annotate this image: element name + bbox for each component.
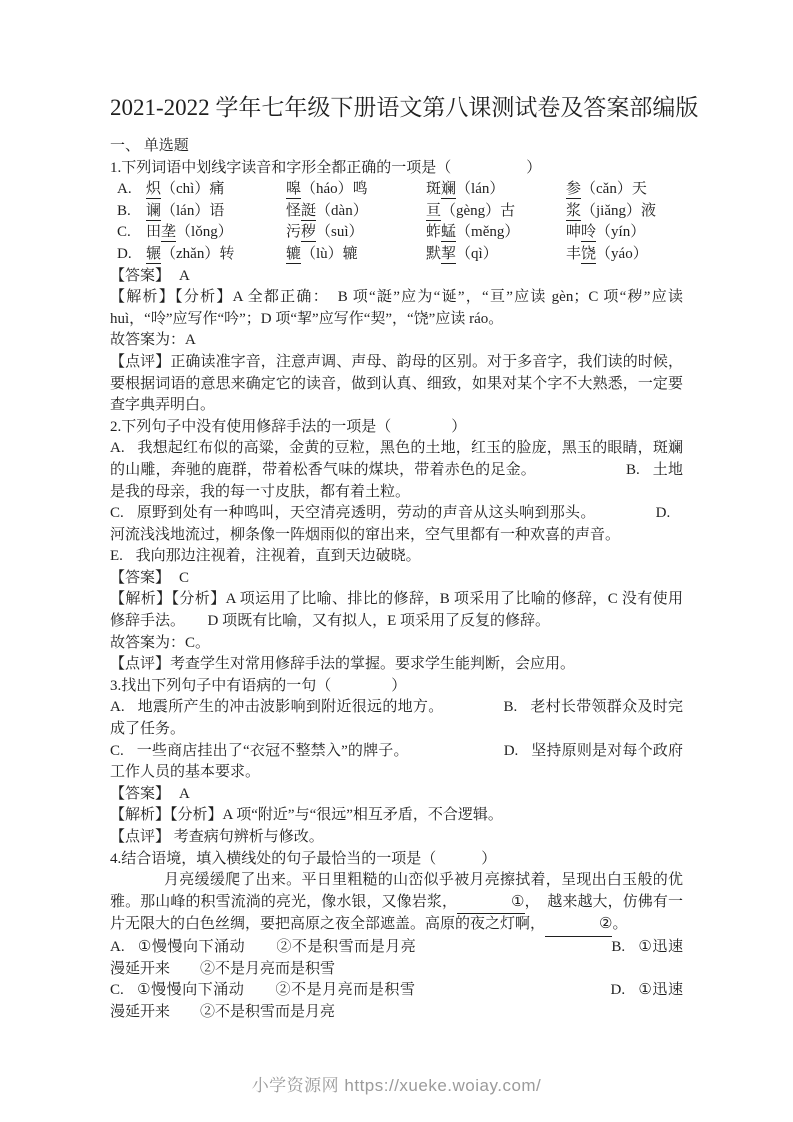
word-pre: 默: [426, 245, 442, 262]
q3-analysis: 【解析】【分析】A 项“附近”与“很远”相互矛盾，不合逻辑。: [110, 807, 503, 824]
word-underlined: 誔: [301, 202, 317, 219]
q2-analysis: 【解析】【分析】A 项运用了比喻、排比的修辞，B 项采用了比喻的修辞，C 没有使用修辞手法。 D 项既有比喻，又有拟人，E 项采用了反复的修辞。: [110, 591, 683, 630]
word-underlined: 呤: [581, 224, 597, 241]
q1-option-row-b: [117, 201, 683, 223]
footer-site-link: 小学资源网 https://xueke.woiay.com/: [251, 1076, 542, 1095]
word-item: [426, 179, 566, 201]
word-post: （lán）语: [161, 202, 225, 219]
word-item: [566, 244, 648, 266]
q4-option-d-label: D.: [610, 982, 626, 999]
q3-stem: 3.找出下列句子中有语病的一句（ ）: [110, 677, 407, 694]
q4-intro-text-1: 月亮缓缓爬了出来。平日里粗糙的山峦似乎被月亮擦拭着，呈现出白玉般的优雅。那山峰的积雪流淌的亮光，像水银，又像岩浆，: [110, 872, 683, 910]
q4-stem: 4.结合语境，填入横线处的句子最恰当的一项是（ ）: [110, 850, 497, 867]
answer-value: A: [179, 267, 190, 284]
word-underlined: 谰: [146, 202, 162, 219]
q4-option-c-label: C.: [110, 982, 124, 999]
option-label: A.: [117, 181, 132, 198]
word-underlined: 垄: [161, 224, 177, 241]
q2-option-b-text: 土地是我的母亲，我的每一寸皮肤，都有着土粒。: [110, 461, 683, 500]
word-post: （chì）痛: [161, 181, 225, 198]
q3-answer-line: [110, 784, 683, 806]
word-underlined: 饶: [581, 245, 597, 262]
blank-2: ②: [545, 914, 612, 937]
word-item: [146, 201, 286, 223]
doc-title: 2021-2022 学年七年级下册语文第八课测试卷及答案部编版: [110, 95, 699, 120]
q3-option-a-label: A.: [110, 699, 125, 716]
q2-option-e-label: E.: [110, 548, 123, 565]
q4-options-ab: [110, 937, 683, 980]
q1-analysis: 【解析】【分析】A 全都正确： B 项“誔”应为“诞”，“亘”应读 gèn；C 项“秽”应读 huì，“呤”应写作“吟”；D 项“挈”应写作“契”，“饶”应读 ráo。: [110, 289, 683, 327]
word-item: [566, 179, 647, 201]
word-post: （cǎn）天: [581, 181, 647, 198]
word-item: [426, 201, 566, 223]
word-item: [146, 244, 286, 266]
q2-options-ab: [110, 438, 683, 503]
q2-option-c-label: C.: [110, 505, 124, 522]
answer-label: 【答案】: [110, 267, 171, 284]
spacer: [596, 516, 656, 517]
word-underlined: 辗: [146, 245, 162, 262]
word-underlined: 秽: [301, 224, 317, 241]
word-item: [286, 244, 426, 266]
word-item: [146, 222, 286, 244]
q2-option-d-text: 河流浅浅地流过，柳条像一阵烟雨似的窜出来，空气里都有一种欢喜的声音。: [110, 526, 621, 543]
q1-option-row-a: [117, 179, 683, 201]
word-underlined: 挈: [441, 245, 457, 262]
word-underlined: 嗥: [286, 181, 302, 198]
q1-comment: 【点评】正确读准字音，注意声调、声母、韵母的区别。对于多音字，我们读的时候，要根据词语的意思来确定它的读音，做到认真、细致，如果对某个字不大熟悉，一定要查字典弄明白。: [110, 353, 683, 414]
blank-1: ①: [457, 892, 524, 915]
spacer: [409, 754, 504, 755]
q4-option-a-text: ①慢慢向下涌动 ②不是积雪而是月亮: [137, 938, 417, 955]
section-heading: 一、 单选题: [110, 138, 189, 154]
spacer: [536, 473, 626, 474]
word-item: [426, 244, 566, 266]
q3-options-ab: [110, 697, 683, 740]
word-item: [286, 179, 426, 201]
q1-option-row-d: [117, 244, 683, 266]
option-label: D.: [117, 245, 132, 262]
word-item: [566, 222, 645, 244]
q3-option-d-text: 坚持原则是对每个政府工作人员的基本要求。: [110, 742, 683, 781]
q2-option-a-label: A.: [110, 440, 125, 457]
word-post: （qì）: [456, 245, 498, 262]
spacer: [416, 993, 611, 994]
q3-option-c-label: C.: [110, 742, 124, 759]
q2-stem: 2.下列句子中没有使用修辞手法的一项是（ ）: [110, 418, 467, 435]
q1-answer-line: [110, 266, 683, 288]
word-item: [566, 201, 656, 223]
word-underlined: 浆: [566, 202, 582, 219]
word-pre: 污: [286, 224, 302, 241]
q2-option-a-text: 我想起红布似的高粱，金黄的豆粒，黑色的土地，红玉的脸庞，黑玉的眼睛，斑斓的山雕，奔驰的鹿群，带着松香气味的煤块，带着赤色的足金。: [110, 440, 683, 478]
q4-option-b-label: B.: [611, 938, 626, 955]
word-pre: 丰: [566, 245, 582, 262]
q4-option-d-text: ①迅速漫延开来 ②不是积雪而是月亮: [110, 982, 683, 1020]
word-post: （suì）: [316, 224, 364, 241]
q2-answer-line: [110, 568, 683, 590]
word-post: （lǒng）: [176, 224, 233, 241]
q3-comment: 【点评】 考查病句辨析与修改。: [110, 829, 324, 845]
q3-option-a-text: 地震所产生的冲击波影响到附近很远的地方。: [137, 699, 444, 716]
q2-option-c-text: 原野到处有一种鸣叫，天空清亮透明，劳动的声音从这头响到那头。: [136, 505, 596, 522]
q4-option-c-text: ①慢慢向下涌动 ②不是月亮而是积雪: [136, 982, 416, 999]
answer-label: 【答案】: [110, 785, 171, 802]
word-pre: 怪: [286, 202, 302, 219]
word-pre: 斑: [426, 181, 442, 198]
q1-stem: 1.下列词语中划线字读音和字形全都正确的一项是（ ）: [110, 159, 542, 176]
word-item: [286, 222, 426, 244]
word-underlined: 辘: [286, 245, 302, 262]
word-pre: 呻: [566, 224, 582, 241]
word-item: [286, 201, 426, 223]
word-underlined: 参: [566, 181, 582, 198]
word-pre: 田: [146, 224, 162, 241]
word-post: （yáo）: [596, 245, 648, 262]
q4-option-a-label: A.: [110, 938, 125, 955]
q2-comment: 【点评】考查学生对常用修辞手法的掌握。要求学生能判断，会应用。: [110, 656, 576, 673]
q1-option-row-c: [117, 222, 683, 244]
word-underlined: 斓: [441, 181, 457, 198]
q4-intro-text-end: 。: [612, 916, 628, 933]
q3-option-c-text: 一些商店挂出了“衣冠不整禁入”的牌子。: [136, 742, 409, 759]
q4-option-b-text: ①迅速漫延开来 ②不是月亮而是积雪: [110, 938, 683, 977]
word-item: [146, 179, 286, 201]
q2-option-e-text: 我向那边注视着，注视着，直到天边破晓。: [135, 548, 421, 565]
q3-option-b-label: B.: [503, 699, 518, 716]
word-underlined: 蜢: [441, 224, 457, 241]
word-post: （dàn）: [316, 202, 368, 219]
q1-conclusion: 故答案为：A: [110, 332, 196, 349]
q2-conclusion: 故答案为：C。: [110, 634, 211, 651]
word-underlined: 亘: [426, 202, 442, 219]
word-post: （gèng）古: [441, 202, 516, 219]
q4-options-cd: [110, 980, 683, 1023]
document-content: [110, 92, 699, 1023]
word-post: （jiǎng）液: [581, 202, 657, 219]
word-post: （lán）: [456, 181, 505, 198]
q2-option-d-label: D.: [655, 505, 671, 522]
word-item: [426, 222, 566, 244]
q4-intro: [110, 870, 683, 937]
word-post: （yín）: [596, 224, 646, 241]
q2-option-b-label: B.: [626, 461, 640, 478]
option-label: C.: [117, 224, 131, 241]
option-label: B.: [117, 202, 131, 219]
answer-value: C: [179, 569, 190, 586]
q3-options-cd: [110, 741, 683, 784]
word-pre: 蚱: [426, 224, 442, 241]
word-post: （zhǎn）转: [161, 245, 235, 262]
spacer: [444, 710, 504, 711]
answer-value: A: [179, 785, 190, 802]
word-post: （háo）鸣: [301, 181, 368, 198]
word-post: （lù）辘: [301, 245, 358, 262]
q2-options-cd: [110, 503, 683, 546]
q3-option-b-text: 老村长带领群众及时完成了任务。: [110, 699, 683, 738]
q4-intro-text-2: ， 越来越大，仿佛有一片无限大的白色丝绸，要把高原之夜全部遮盖。高原的夜之灯啊，: [110, 893, 683, 933]
q2-option-e: [110, 546, 683, 568]
spacer: [416, 950, 611, 951]
word-underlined: 炽: [146, 181, 162, 198]
word-post: （měng）: [456, 224, 520, 241]
answer-label: 【答案】: [110, 569, 171, 586]
q3-option-d-label: D.: [503, 742, 519, 759]
